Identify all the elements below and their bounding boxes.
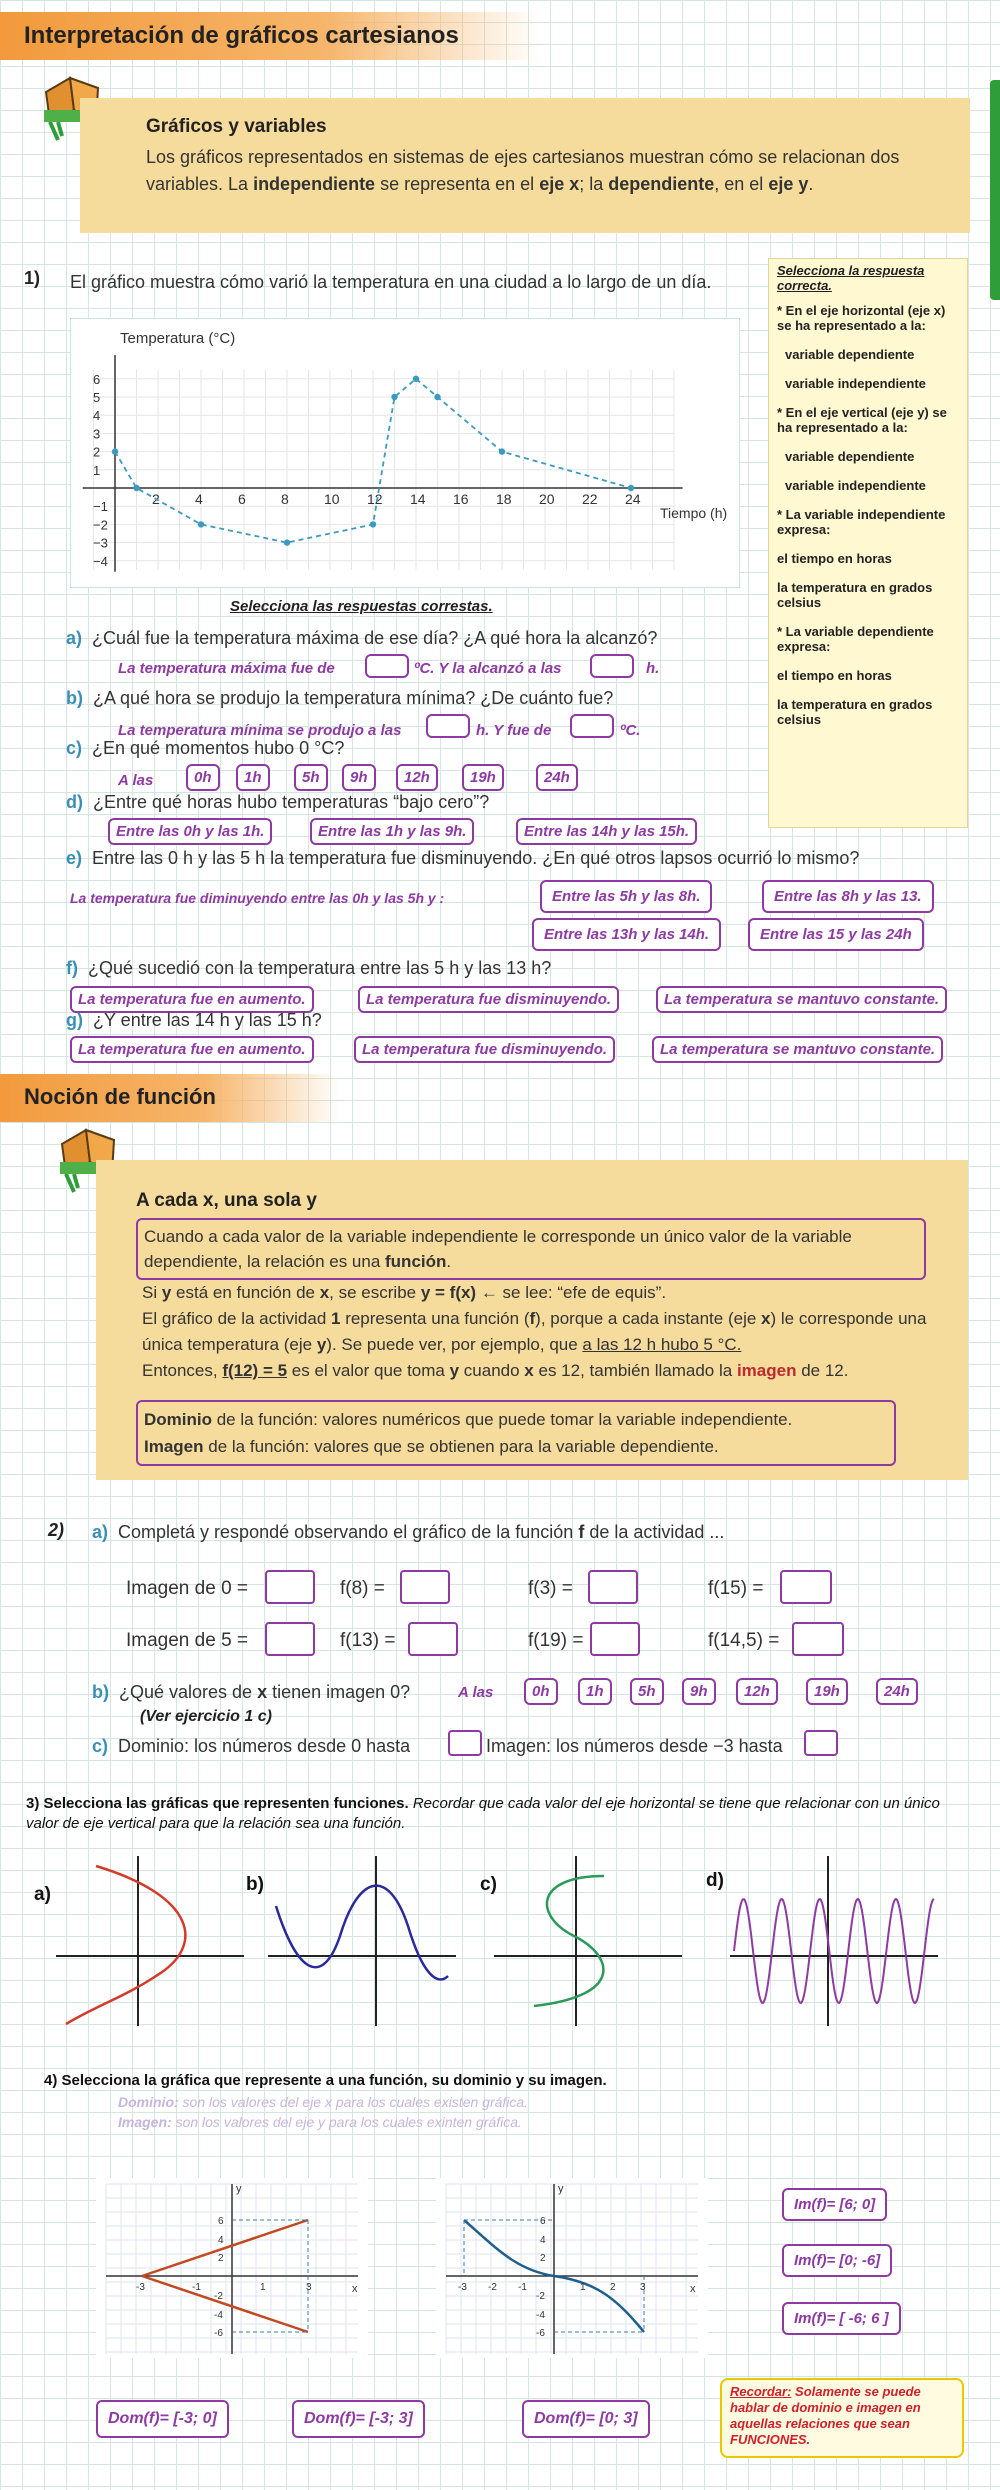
x-tick-label: 24 [625,491,641,507]
data-point [628,485,634,491]
q4-title: 4) Selecciona la gráfica que represente a una función, su dominio y su imagen. [44,2072,607,2089]
q2-row1-label: f(8) = [340,1578,385,1599]
side-option[interactable]: el tiempo en horas [777,551,892,566]
svg-text:3: 3 [306,2282,312,2293]
graph-label: d) [706,1870,724,1891]
graph-d[interactable] [730,1856,940,2026]
domain-hint: Dominio: son los valores del eje x para los cuales existen gráfica. [118,2094,529,2110]
y-tick-label: 1 [93,462,101,478]
y-tick-label: 2 [93,444,101,460]
qd-option[interactable]: Entre las 0h y las 1h. [108,818,272,845]
q4-graph-2[interactable] [436,2178,708,2358]
graph-label: b) [246,1874,264,1895]
side-option[interactable]: variable dependiente [785,347,915,362]
svg-text:1: 1 [580,2282,586,2293]
svg-text:3: 3 [640,2282,646,2293]
qe-option[interactable]: Entre las 5h y las 8h. [540,880,712,913]
svg-text:-4: -4 [214,2310,223,2321]
svg-text:6: 6 [540,2216,546,2227]
svg-text:-2: -2 [488,2282,497,2293]
x-tick-label: 12 [367,491,383,507]
q2-number: 2) [48,1520,65,1540]
data-point [370,521,376,527]
note-text: Los gráficos representados en sistemas de ejes cartesianos muestran cómo se relacionan dos variables. La independiente se representa en el eje x; la dependiente, en el eje y. [146,147,900,194]
axis-label: x [690,2283,696,2295]
qd: d) ¿Entre qué horas hubo temperaturas “bajo cero”? [66,792,490,812]
svg-text:2: 2 [540,2253,546,2264]
qf: f) ¿Qué sucedió con la temperatura entre las 5 h y las 13 h? [66,958,552,978]
graph-label: c) [480,1874,497,1895]
x-tick-label: 18 [496,491,512,507]
select-answers-title: Selecciona las respuestas correstas. [230,598,493,615]
q1-text: El gráfico muestra cómo varió la temperatura en una ciudad a lo largo de un día. [70,272,712,292]
axis-label: x [352,2283,358,2295]
q2b-option[interactable]: 1h [578,1678,612,1705]
svg-text:-2: -2 [536,2291,545,2302]
q2-row2-label: f(14,5) = [708,1630,780,1651]
qa-answer-2: ºC. Y la alcanzó a las [414,660,562,677]
qe-option[interactable]: Entre las 13h y las 14h. [532,918,721,951]
svg-text:-3: -3 [458,2282,467,2293]
qe: e) Entre las 0 h y las 5 h la temperatura fue disminuyendo. ¿En qué otros lapsos ocurrió lo mismo? [66,848,860,868]
qc-answer-label: A las [118,772,154,789]
qb-answer-2: h. Y fue de [476,722,552,739]
q2b-note: (Ver ejercicio 1 c) [140,1708,272,1725]
q2-row2-label: f(19) = [528,1630,584,1651]
section-title: Noción de función [24,1084,216,1109]
qf-option[interactable]: La temperatura se mantuvo constante. [656,986,947,1013]
image-option[interactable]: Im(f)= [0; -6] [782,2244,892,2277]
side-option[interactable]: la temperatura en grados celsius [777,697,933,727]
qf-option[interactable]: La temperatura fue disminuyendo. [358,986,619,1013]
q3-title: 3) Selecciona las gráficas que representen funciones. Recordar que cada valor del eje horizontal se tiene que relacionar con un único valor de eje vertical para que la relación sea una función. [26,1795,940,1832]
qg-option[interactable]: La temperatura fue en aumento. [70,1036,314,1063]
domain-option[interactable]: Dom(f)= [-3; 3] [292,2400,425,2438]
image-option[interactable]: Im(f)= [6; 0] [782,2188,887,2221]
svg-text:-3: -3 [136,2282,145,2293]
q2c-image-text: Imagen: los números desde −3 hasta [486,1736,783,1756]
note-graficos-variables [80,98,970,233]
q2-answer-box[interactable] [780,1570,832,1604]
graph-b[interactable] [268,1856,458,2026]
q2-row2-label: Imagen de 5 = [126,1630,249,1651]
qc-option[interactable]: 19h [462,764,504,791]
reminder-box: Recordar: Solamente se puede hablar de dominio e imagen en aquellas relaciones que sean FUNCIONES. [720,2378,964,2458]
domain-image-box: Dominio de la función: valores numéricos que puede tomar la variable independiente. Imagen de la función: valores que se obtienen para la variable dependiente. [136,1400,896,1466]
qa-answer-box[interactable] [590,654,634,678]
x-axis-label: Tiempo (h) [660,505,728,521]
svg-text:2: 2 [610,2282,616,2293]
qb-answer-box[interactable] [570,714,614,738]
y-tick-label: 6 [93,371,101,387]
qf-option[interactable]: La temperatura fue en aumento. [70,986,314,1013]
q2b-option[interactable]: 0h [524,1678,558,1705]
note2-line3: Entonces, f(12) = 5 es el valor que toma y cuando x es 12, también llamado la imagen de 12. [142,1361,849,1380]
qb-answer-3: ºC. [620,722,641,739]
qc-option[interactable]: 1h [236,764,270,791]
side-q1: * En el eje horizontal (eje x) se ha representado a la: [777,303,946,333]
axis-label: y [236,2183,242,2195]
qc-option[interactable]: 9h [342,764,376,791]
qd-option[interactable]: Entre las 14h y las 15h. [516,818,697,845]
q2-answer-box[interactable] [265,1622,315,1656]
data-point [284,539,290,545]
q2-answer-box[interactable] [265,1570,315,1604]
qa-answer-box[interactable] [365,654,409,678]
svg-text:-1: -1 [518,2282,527,2293]
side-option[interactable]: la temperatura en grados celsius [777,580,933,610]
data-point [499,448,505,454]
x-tick-label: 2 [152,491,160,507]
qc-option[interactable]: 24h [536,764,578,791]
section-banner [0,1074,340,1122]
q2-answer-box[interactable] [590,1622,640,1656]
svg-text:-4: -4 [536,2310,545,2321]
green-edge-bar [990,80,1000,300]
axis-label: y [558,2183,564,2195]
svg-text:1: 1 [260,2282,266,2293]
x-tick-label: 22 [582,491,598,507]
svg-text:-2: -2 [214,2291,223,2302]
q2-row1-label: Imagen de 0 = [126,1578,249,1599]
note-nocion-funcion [96,1160,968,1480]
y-tick-label: −1 [93,499,108,515]
qc-option[interactable]: 12h [396,764,438,791]
x-tick-label: 6 [238,491,246,507]
q2-answer-box[interactable] [588,1570,638,1604]
q2c: c) Dominio: los números desde 0 hasta [92,1736,411,1756]
page-title-banner [0,12,540,60]
q2-answer-box[interactable] [408,1622,458,1656]
side-panel [768,258,968,828]
qd-option[interactable]: Entre las 1h y las 9h. [310,818,474,845]
q2-answer-box[interactable] [792,1622,844,1656]
side-q4: * La variable dependiente expresa: [777,624,934,654]
qa: a) ¿Cuál fue la temperatura máxima de ese día? ¿A qué hora la alcanzó? [66,628,658,648]
q2b-option[interactable]: 12h [736,1678,778,1705]
side-q2: * En el eje vertical (eje y) se ha representado a la: [777,405,947,435]
svg-text:6: 6 [218,2216,224,2227]
q2b-option[interactable]: 9h [682,1678,716,1705]
qa-answer-1: La temperatura máxima fue de [118,660,335,677]
x-tick-label: 8 [281,491,289,507]
qb-answer-1: La temperatura mínima se produjo a las [118,722,402,739]
qc-option[interactable]: 0h [186,764,220,791]
qb: b) ¿A qué hora se produjo la temperatura mínima? ¿De cuánto fue? [66,688,614,708]
svg-text:-6: -6 [536,2328,545,2339]
qe-answer-label: La temperatura fue diminuyendo entre las 0h y las 5h y : [70,890,445,906]
qa-answer-3: h. [646,660,660,677]
svg-text:-6: -6 [214,2328,223,2339]
note-title: Gráficos y variables [146,116,327,137]
svg-text:4: 4 [540,2235,546,2246]
q4-graph-1[interactable] [96,2178,368,2358]
temperature-chart [70,318,740,588]
qe-option[interactable]: Entre las 15 y las 24h [748,918,924,951]
image-hint: Imagen: son los valores del eje y para los cuales exinten gráfica. [118,2114,522,2130]
y-tick-label: −4 [93,553,108,569]
definition-box: Cuando a cada valor de la variable independiente le corresponde un único valor de la variable dependiente, la relación es una función. [136,1218,926,1280]
qc-option[interactable]: 5h [294,764,328,791]
data-point [391,394,397,400]
data-point [133,485,139,491]
data-point [434,394,440,400]
data-point [198,521,204,527]
note2-title: A cada x, una sola y [136,1190,317,1211]
svg-text:2: 2 [218,2253,224,2264]
side-option[interactable]: variable dependiente [785,449,915,464]
graph-label: a) [34,1884,51,1905]
qg: g) ¿Y entre las 14 h y las 15 h? [66,1010,322,1030]
y-tick-label: −3 [93,535,108,551]
side-option[interactable]: variable independiente [785,376,926,391]
image-option[interactable]: Im(f)= [ -6; 6 ] [782,2302,901,2335]
domain-option[interactable]: Dom(f)= [0; 3] [522,2400,650,2438]
q2b: b) ¿Qué valores de x tienen imagen 0? [92,1682,411,1702]
side-title: Selecciona la respuesta correcta. [777,263,925,293]
side-q3: * La variable independiente expresa: [777,507,946,537]
qb-answer-box[interactable] [426,714,470,738]
graph-a[interactable] [56,1856,246,2026]
svg-text:-1: -1 [192,2282,201,2293]
graph-c[interactable] [494,1856,684,2026]
q2b-option[interactable]: 5h [630,1678,664,1705]
y-tick-label: 3 [93,426,101,442]
domain-option[interactable]: Dom(f)= [-3; 0] [96,2400,229,2438]
page-title: Interpretación de gráficos cartesianos [24,22,459,49]
side-option[interactable]: el tiempo en horas [777,668,892,683]
qg-option[interactable]: La temperatura fue disminuyendo. [354,1036,615,1063]
q2-answer-box[interactable] [400,1570,450,1604]
qc: c) ¿En qué momentos hubo 0 °C? [66,738,345,758]
note2-line2: El gráfico de la actividad 1 representa una función (f), porque a cada instante (eje x) le corresponde una única temperatura (eje y). Se puede ver, por ejemplo, que a las 12 h hubo 5 °C. [142,1309,927,1354]
qg-option[interactable]: La temperatura se mantuvo constante. [652,1036,943,1063]
y-tick-label: −2 [93,517,108,533]
q2b-option[interactable]: 19h [806,1678,848,1705]
y-tick-label: 5 [93,390,101,405]
qe-option[interactable]: Entre las 8h y las 13. [762,880,934,913]
q2c-answer-box[interactable] [448,1730,482,1756]
q2-row1-label: f(3) = [528,1578,573,1599]
q2c-answer-box[interactable] [804,1730,838,1756]
x-tick-label: 10 [324,491,340,507]
data-point [112,448,118,454]
q2a: a) Completá y respondé observando el gráfico de la función f de la actividad ... [92,1522,725,1542]
data-point [413,376,419,382]
x-tick-label: 4 [195,491,203,507]
x-tick-label: 16 [453,491,469,507]
q1-number: 1) [24,268,41,288]
side-option[interactable]: variable independiente [785,478,926,493]
svg-text:4: 4 [218,2235,224,2246]
y-axis-label: Temperatura (°C) [120,330,236,347]
q2b-option[interactable]: 24h [876,1678,918,1705]
q2-row2-label: f(13) = [340,1630,396,1651]
q2b-answer-label: A las [458,1684,494,1701]
x-tick-label: 20 [539,491,555,507]
y-tick-label: 4 [93,408,101,424]
note2-line1: Si y está en función de x, se escribe y = f(x) ← se lee: “efe de equis”. [142,1283,667,1302]
x-tick-label: 14 [410,491,426,507]
q2-row1-label: f(15) = [708,1578,764,1599]
